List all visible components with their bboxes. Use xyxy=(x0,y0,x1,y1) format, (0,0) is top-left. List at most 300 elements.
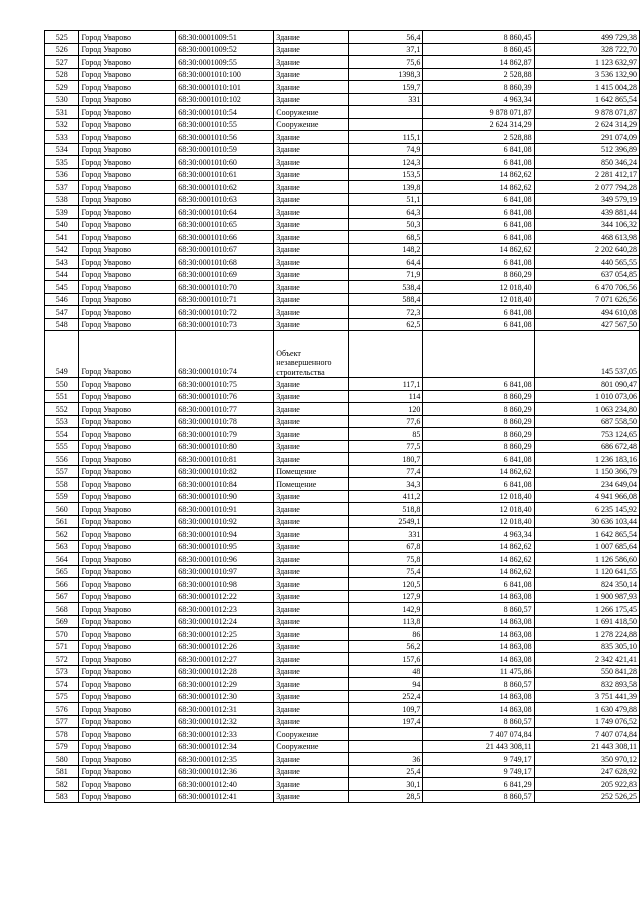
unit-value-cell: 14 863,08 xyxy=(423,703,534,716)
unit-value-cell: 14 862,87 xyxy=(423,56,534,69)
locality-cell: Город Уварово xyxy=(79,740,176,753)
unit-value-cell: 6 841,08 xyxy=(423,218,534,231)
area-cell: 86 xyxy=(348,628,423,641)
object-type-cell: Здание xyxy=(274,790,349,803)
locality-cell: Город Уварово xyxy=(79,753,176,766)
cadastral-value-cell: 550 841,28 xyxy=(534,665,639,678)
area-cell xyxy=(348,118,423,131)
row-number-cell: 560 xyxy=(45,503,79,516)
unit-value-cell: 14 863,08 xyxy=(423,590,534,603)
area-cell: 30,1 xyxy=(348,778,423,791)
unit-value-cell: 8 860,29 xyxy=(423,403,534,416)
table-row xyxy=(45,490,640,503)
table-row xyxy=(45,565,640,578)
cadastral-value-cell: 1 749 076,52 xyxy=(534,715,639,728)
cadastral-value-cell: 291 074,09 xyxy=(534,131,639,144)
cadastral-value-cell: 7 071 626,56 xyxy=(534,293,639,306)
row-number-cell: 583 xyxy=(45,790,79,803)
row-number-cell: 529 xyxy=(45,81,79,94)
object-type-cell: Здание xyxy=(274,703,349,716)
cadastral-value-cell: 494 610,08 xyxy=(534,306,639,319)
locality-cell: Город Уварово xyxy=(79,453,176,466)
cadastral-value-cell: 1 266 175,45 xyxy=(534,603,639,616)
area-cell: 114 xyxy=(348,390,423,403)
cadastral-number-cell: 68:30:0001010:81 xyxy=(176,453,274,466)
table-row xyxy=(45,665,640,678)
object-type-cell: Здание xyxy=(274,231,349,244)
row-number-cell: 541 xyxy=(45,231,79,244)
area-cell: 109,7 xyxy=(348,703,423,716)
locality-cell: Город Уварово xyxy=(79,193,176,206)
object-type-cell: Здание xyxy=(274,306,349,319)
area-cell: 538,4 xyxy=(348,281,423,294)
unit-value-cell: 8 860,39 xyxy=(423,81,534,94)
area-cell: 331 xyxy=(348,93,423,106)
table-row xyxy=(45,515,640,528)
row-number-cell: 542 xyxy=(45,243,79,256)
cadastral-value-cell: 7 407 074,84 xyxy=(534,728,639,741)
table-row xyxy=(45,218,640,231)
cadastral-value-cell: 499 729,38 xyxy=(534,31,639,44)
row-number-cell: 574 xyxy=(45,678,79,691)
cadastral-number-cell: 68:30:0001010:71 xyxy=(176,293,274,306)
unit-value-cell: 14 862,62 xyxy=(423,243,534,256)
area-cell: 64,4 xyxy=(348,256,423,269)
locality-cell: Город Уварово xyxy=(79,503,176,516)
unit-value-cell: 2 528,88 xyxy=(423,68,534,81)
area-cell: 148,2 xyxy=(348,243,423,256)
locality-cell: Город Уварово xyxy=(79,293,176,306)
cadastral-number-cell: 68:30:0001010:64 xyxy=(176,206,274,219)
cadastral-number-cell: 68:30:0001010:66 xyxy=(176,231,274,244)
table-row xyxy=(45,415,640,428)
cadastral-number-cell: 68:30:0001010:78 xyxy=(176,415,274,428)
object-type-cell: Здание xyxy=(274,131,349,144)
row-number-cell: 544 xyxy=(45,268,79,281)
table-row xyxy=(45,615,640,628)
row-number-cell: 548 xyxy=(45,318,79,331)
row-number-cell: 535 xyxy=(45,156,79,169)
unit-value-cell: 4 963,34 xyxy=(423,528,534,541)
cadastral-number-cell: 68:30:0001009:51 xyxy=(176,31,274,44)
cadastral-value-cell: 687 558,50 xyxy=(534,415,639,428)
locality-cell: Город Уварово xyxy=(79,603,176,616)
locality-cell: Город Уварово xyxy=(79,715,176,728)
object-type-cell: Здание xyxy=(274,590,349,603)
locality-cell: Город Уварово xyxy=(79,590,176,603)
area-cell: 94 xyxy=(348,678,423,691)
object-type-cell: Здание xyxy=(274,615,349,628)
unit-value-cell: 9 749,17 xyxy=(423,765,534,778)
cadastral-value-cell: 145 537,05 xyxy=(534,331,639,378)
cadastral-value-cell: 344 106,32 xyxy=(534,218,639,231)
object-type-cell: Здание xyxy=(274,578,349,591)
area-cell xyxy=(348,106,423,119)
row-number-cell: 570 xyxy=(45,628,79,641)
object-type-cell: Объект незавершенного строительства xyxy=(274,331,349,378)
table-row xyxy=(45,690,640,703)
cadastral-number-cell: 68:30:0001010:84 xyxy=(176,478,274,491)
locality-cell: Город Уварово xyxy=(79,118,176,131)
cadastral-number-cell: 68:30:0001012:35 xyxy=(176,753,274,766)
cadastral-value-cell: 1 691 418,50 xyxy=(534,615,639,628)
unit-value-cell: 8 860,57 xyxy=(423,715,534,728)
cadastral-value-cell: 3 751 441,39 xyxy=(534,690,639,703)
unit-value-cell: 11 475,86 xyxy=(423,665,534,678)
cadastral-number-cell: 68:30:0001010:63 xyxy=(176,193,274,206)
row-number-cell: 551 xyxy=(45,390,79,403)
locality-cell: Город Уварово xyxy=(79,331,176,378)
area-cell: 62,5 xyxy=(348,318,423,331)
object-type-cell: Здание xyxy=(274,503,349,516)
table-row xyxy=(45,790,640,803)
locality-cell: Город Уварово xyxy=(79,131,176,144)
area-cell: 77,6 xyxy=(348,415,423,428)
object-type-cell: Здание xyxy=(274,603,349,616)
object-type-cell: Сооружение xyxy=(274,728,349,741)
cadastral-number-cell: 68:30:0001010:91 xyxy=(176,503,274,516)
cadastral-number-cell: 68:30:0001010:79 xyxy=(176,428,274,441)
area-cell: 252,4 xyxy=(348,690,423,703)
locality-cell: Город Уварово xyxy=(79,306,176,319)
row-number-cell: 540 xyxy=(45,218,79,231)
unit-value-cell: 8 860,29 xyxy=(423,390,534,403)
locality-cell: Город Уварово xyxy=(79,256,176,269)
row-number-cell: 533 xyxy=(45,131,79,144)
row-number-cell: 552 xyxy=(45,403,79,416)
table-row xyxy=(45,293,640,306)
unit-value-cell: 12 018,40 xyxy=(423,490,534,503)
unit-value-cell: 14 862,62 xyxy=(423,565,534,578)
cadastral-number-cell: 68:30:0001010:80 xyxy=(176,440,274,453)
area-cell: 113,8 xyxy=(348,615,423,628)
cadastral-number-cell: 68:30:0001010:95 xyxy=(176,540,274,553)
object-type-cell: Здание xyxy=(274,453,349,466)
locality-cell: Город Уварово xyxy=(79,156,176,169)
area-cell xyxy=(348,331,423,378)
table-row xyxy=(45,753,640,766)
row-number-cell: 571 xyxy=(45,640,79,653)
area-cell: 68,5 xyxy=(348,231,423,244)
table-row xyxy=(45,503,640,516)
locality-cell: Город Уварово xyxy=(79,778,176,791)
locality-cell: Город Уварово xyxy=(79,268,176,281)
cadastral-value-cell: 2 624 314,29 xyxy=(534,118,639,131)
locality-cell: Город Уварово xyxy=(79,81,176,94)
table-row xyxy=(45,268,640,281)
table-row xyxy=(45,93,640,106)
cadastral-number-cell: 68:30:0001010:97 xyxy=(176,565,274,578)
row-number-cell: 575 xyxy=(45,690,79,703)
row-number-cell: 555 xyxy=(45,440,79,453)
locality-cell: Город Уварово xyxy=(79,665,176,678)
unit-value-cell: 14 863,08 xyxy=(423,653,534,666)
row-number-cell: 527 xyxy=(45,56,79,69)
table-row xyxy=(45,306,640,319)
cadastral-value-cell: 2 342 421,41 xyxy=(534,653,639,666)
locality-cell: Город Уварово xyxy=(79,465,176,478)
area-cell: 28,5 xyxy=(348,790,423,803)
unit-value-cell: 8 860,29 xyxy=(423,268,534,281)
cadastral-value-cell: 1 123 632,97 xyxy=(534,56,639,69)
unit-value-cell: 2 624 314,29 xyxy=(423,118,534,131)
unit-value-cell: 8 860,45 xyxy=(423,31,534,44)
object-type-cell: Здание xyxy=(274,628,349,641)
cadastral-value-cell: 1 900 987,93 xyxy=(534,590,639,603)
table-row xyxy=(45,318,640,331)
area-cell: 411,2 xyxy=(348,490,423,503)
locality-cell: Город Уварово xyxy=(79,615,176,628)
table-row xyxy=(45,440,640,453)
cadastral-number-cell: 68:30:0001010:73 xyxy=(176,318,274,331)
object-type-cell: Здание xyxy=(274,268,349,281)
cadastral-number-cell: 68:30:0001010:54 xyxy=(176,106,274,119)
row-number-cell: 549 xyxy=(45,331,79,378)
table-row xyxy=(45,206,640,219)
unit-value-cell: 12 018,40 xyxy=(423,281,534,294)
row-number-cell: 573 xyxy=(45,665,79,678)
table-row xyxy=(45,478,640,491)
locality-cell: Город Уварово xyxy=(79,378,176,391)
table-row xyxy=(45,118,640,131)
table-row xyxy=(45,778,640,791)
area-cell: 518,8 xyxy=(348,503,423,516)
object-type-cell: Здание xyxy=(274,281,349,294)
area-cell: 72,3 xyxy=(348,306,423,319)
row-number-cell: 580 xyxy=(45,753,79,766)
object-type-cell: Здание xyxy=(274,653,349,666)
object-type-cell: Здание xyxy=(274,68,349,81)
locality-cell: Город Уварово xyxy=(79,765,176,778)
row-number-cell: 534 xyxy=(45,143,79,156)
cadastral-number-cell: 68:30:0001010:100 xyxy=(176,68,274,81)
cadastral-value-cell: 686 672,48 xyxy=(534,440,639,453)
unit-value-cell: 6 841,08 xyxy=(423,306,534,319)
row-number-cell: 579 xyxy=(45,740,79,753)
object-type-cell: Здание xyxy=(274,156,349,169)
row-number-cell: 537 xyxy=(45,181,79,194)
unit-value-cell: 8 860,45 xyxy=(423,43,534,56)
unit-value-cell: 6 841,08 xyxy=(423,453,534,466)
unit-value-cell: 6 841,08 xyxy=(423,193,534,206)
cadastral-number-cell: 68:30:0001010:60 xyxy=(176,156,274,169)
locality-cell: Город Уварово xyxy=(79,168,176,181)
area-cell: 48 xyxy=(348,665,423,678)
locality-cell: Город Уварово xyxy=(79,728,176,741)
object-type-cell: Здание xyxy=(274,665,349,678)
table-row xyxy=(45,106,640,119)
unit-value-cell: 8 860,29 xyxy=(423,415,534,428)
object-type-cell: Здание xyxy=(274,678,349,691)
object-type-cell: Здание xyxy=(274,428,349,441)
row-number-cell: 563 xyxy=(45,540,79,553)
cadastral-value-cell: 4 941 966,08 xyxy=(534,490,639,503)
area-cell: 127,9 xyxy=(348,590,423,603)
cadastral-number-cell: 68:30:0001012:25 xyxy=(176,628,274,641)
unit-value-cell: 9 878 071,87 xyxy=(423,106,534,119)
cadastral-number-cell: 68:30:0001010:76 xyxy=(176,390,274,403)
row-number-cell: 572 xyxy=(45,653,79,666)
locality-cell: Город Уварово xyxy=(79,515,176,528)
unit-value-cell: 14 863,08 xyxy=(423,640,534,653)
cadastral-value-cell: 6 235 145,92 xyxy=(534,503,639,516)
locality-cell: Город Уварово xyxy=(79,478,176,491)
unit-value-cell: 14 862,62 xyxy=(423,181,534,194)
object-type-cell: Здание xyxy=(274,440,349,453)
cadastral-number-cell: 68:30:0001012:27 xyxy=(176,653,274,666)
row-number-cell: 566 xyxy=(45,578,79,591)
area-cell: 1398,3 xyxy=(348,68,423,81)
unit-value-cell: 12 018,40 xyxy=(423,515,534,528)
cadastral-value-cell: 9 878 071,87 xyxy=(534,106,639,119)
area-cell: 197,4 xyxy=(348,715,423,728)
locality-cell: Город Уварово xyxy=(79,93,176,106)
cadastral-number-cell: 68:30:0001010:67 xyxy=(176,243,274,256)
locality-cell: Город Уварово xyxy=(79,578,176,591)
object-type-cell: Здание xyxy=(274,753,349,766)
table-row xyxy=(45,465,640,478)
cadastral-number-cell: 68:30:0001012:31 xyxy=(176,703,274,716)
cadastral-number-cell: 68:30:0001010:69 xyxy=(176,268,274,281)
row-number-cell: 581 xyxy=(45,765,79,778)
object-type-cell: Здание xyxy=(274,93,349,106)
locality-cell: Город Уварово xyxy=(79,281,176,294)
cadastral-number-cell: 68:30:0001012:28 xyxy=(176,665,274,678)
object-type-cell: Здание xyxy=(274,528,349,541)
cadastral-number-cell: 68:30:0001012:30 xyxy=(176,690,274,703)
row-number-cell: 557 xyxy=(45,465,79,478)
row-number-cell: 565 xyxy=(45,565,79,578)
locality-cell: Город Уварово xyxy=(79,318,176,331)
cadastral-value-cell: 234 649,04 xyxy=(534,478,639,491)
row-number-cell: 531 xyxy=(45,106,79,119)
cadastral-value-cell: 1 007 685,64 xyxy=(534,540,639,553)
area-cell: 120 xyxy=(348,403,423,416)
cadastral-number-cell: 68:30:0001012:22 xyxy=(176,590,274,603)
unit-value-cell: 14 862,62 xyxy=(423,465,534,478)
cadastral-number-cell: 68:30:0001012:26 xyxy=(176,640,274,653)
cadastral-value-cell: 328 722,70 xyxy=(534,43,639,56)
table-row xyxy=(45,765,640,778)
area-cell: 157,6 xyxy=(348,653,423,666)
unit-value-cell: 4 963,34 xyxy=(423,93,534,106)
object-type-cell: Сооружение xyxy=(274,106,349,119)
row-number-cell: 561 xyxy=(45,515,79,528)
locality-cell: Город Уварово xyxy=(79,143,176,156)
table-row xyxy=(45,193,640,206)
object-type-cell: Здание xyxy=(274,390,349,403)
cadastral-number-cell: 68:30:0001010:72 xyxy=(176,306,274,319)
unit-value-cell xyxy=(423,331,534,378)
area-cell: 115,1 xyxy=(348,131,423,144)
locality-cell: Город Уварово xyxy=(79,43,176,56)
object-type-cell: Здание xyxy=(274,293,349,306)
table-row xyxy=(45,256,640,269)
table-row xyxy=(45,728,640,741)
cadastral-number-cell: 68:30:0001012:41 xyxy=(176,790,274,803)
table-row xyxy=(45,540,640,553)
cadastral-value-cell: 1 150 366,79 xyxy=(534,465,639,478)
locality-cell: Город Уварово xyxy=(79,106,176,119)
cadastral-value-cell: 439 881,44 xyxy=(534,206,639,219)
unit-value-cell: 21 443 308,11 xyxy=(423,740,534,753)
table-row xyxy=(45,628,640,641)
object-type-cell: Здание xyxy=(274,181,349,194)
area-cell: 331 xyxy=(348,528,423,541)
table-row xyxy=(45,703,640,716)
cadastral-value-cell: 801 090,47 xyxy=(534,378,639,391)
unit-value-cell: 6 841,08 xyxy=(423,578,534,591)
cadastral-value-cell: 1 126 586,60 xyxy=(534,553,639,566)
object-type-cell: Здание xyxy=(274,243,349,256)
locality-cell: Город Уварово xyxy=(79,403,176,416)
locality-cell: Город Уварово xyxy=(79,678,176,691)
object-type-cell: Здание xyxy=(274,540,349,553)
object-type-cell: Здание xyxy=(274,81,349,94)
cadastral-number-cell: 68:30:0001010:96 xyxy=(176,553,274,566)
unit-value-cell: 14 863,08 xyxy=(423,615,534,628)
area-cell: 159,7 xyxy=(348,81,423,94)
cadastral-number-cell: 68:30:0001010:77 xyxy=(176,403,274,416)
unit-value-cell: 6 841,08 xyxy=(423,206,534,219)
locality-cell: Город Уварово xyxy=(79,565,176,578)
row-number-cell: 526 xyxy=(45,43,79,56)
row-number-cell: 538 xyxy=(45,193,79,206)
area-cell: 36 xyxy=(348,753,423,766)
table-row xyxy=(45,68,640,81)
row-number-cell: 582 xyxy=(45,778,79,791)
cadastral-number-cell: 68:30:0001010:65 xyxy=(176,218,274,231)
object-type-cell: Помещение xyxy=(274,478,349,491)
table-row xyxy=(45,603,640,616)
table-row xyxy=(45,715,640,728)
object-type-cell: Здание xyxy=(274,218,349,231)
cadastral-value-cell: 440 565,55 xyxy=(534,256,639,269)
table-row xyxy=(45,331,640,378)
row-number-cell: 554 xyxy=(45,428,79,441)
cadastral-number-cell: 68:30:0001010:56 xyxy=(176,131,274,144)
area-cell: 34,3 xyxy=(348,478,423,491)
area-cell: 75,4 xyxy=(348,565,423,578)
cadastral-number-cell: 68:30:0001010:59 xyxy=(176,143,274,156)
locality-cell: Город Уварово xyxy=(79,540,176,553)
cadastral-value-cell: 1 278 224,88 xyxy=(534,628,639,641)
unit-value-cell: 2 528,88 xyxy=(423,131,534,144)
row-number-cell: 567 xyxy=(45,590,79,603)
area-cell: 124,3 xyxy=(348,156,423,169)
cadastral-value-cell: 30 636 103,44 xyxy=(534,515,639,528)
unit-value-cell: 14 863,08 xyxy=(423,690,534,703)
cadastral-value-cell: 2 281 412,17 xyxy=(534,168,639,181)
cadastral-number-cell: 68:30:0001010:92 xyxy=(176,515,274,528)
cadastral-value-cell: 247 628,92 xyxy=(534,765,639,778)
area-cell: 64,3 xyxy=(348,206,423,219)
object-type-cell: Сооружение xyxy=(274,740,349,753)
locality-cell: Город Уварово xyxy=(79,243,176,256)
row-number-cell: 578 xyxy=(45,728,79,741)
locality-cell: Город Уварово xyxy=(79,703,176,716)
unit-value-cell: 6 841,08 xyxy=(423,318,534,331)
row-number-cell: 556 xyxy=(45,453,79,466)
unit-value-cell: 6 841,08 xyxy=(423,156,534,169)
cadastral-value-cell: 850 346,24 xyxy=(534,156,639,169)
cadastral-number-cell: 68:30:0001010:75 xyxy=(176,378,274,391)
cadastral-value-cell: 252 526,25 xyxy=(534,790,639,803)
table-row xyxy=(45,143,640,156)
row-number-cell: 543 xyxy=(45,256,79,269)
area-cell: 120,5 xyxy=(348,578,423,591)
unit-value-cell: 14 862,62 xyxy=(423,168,534,181)
